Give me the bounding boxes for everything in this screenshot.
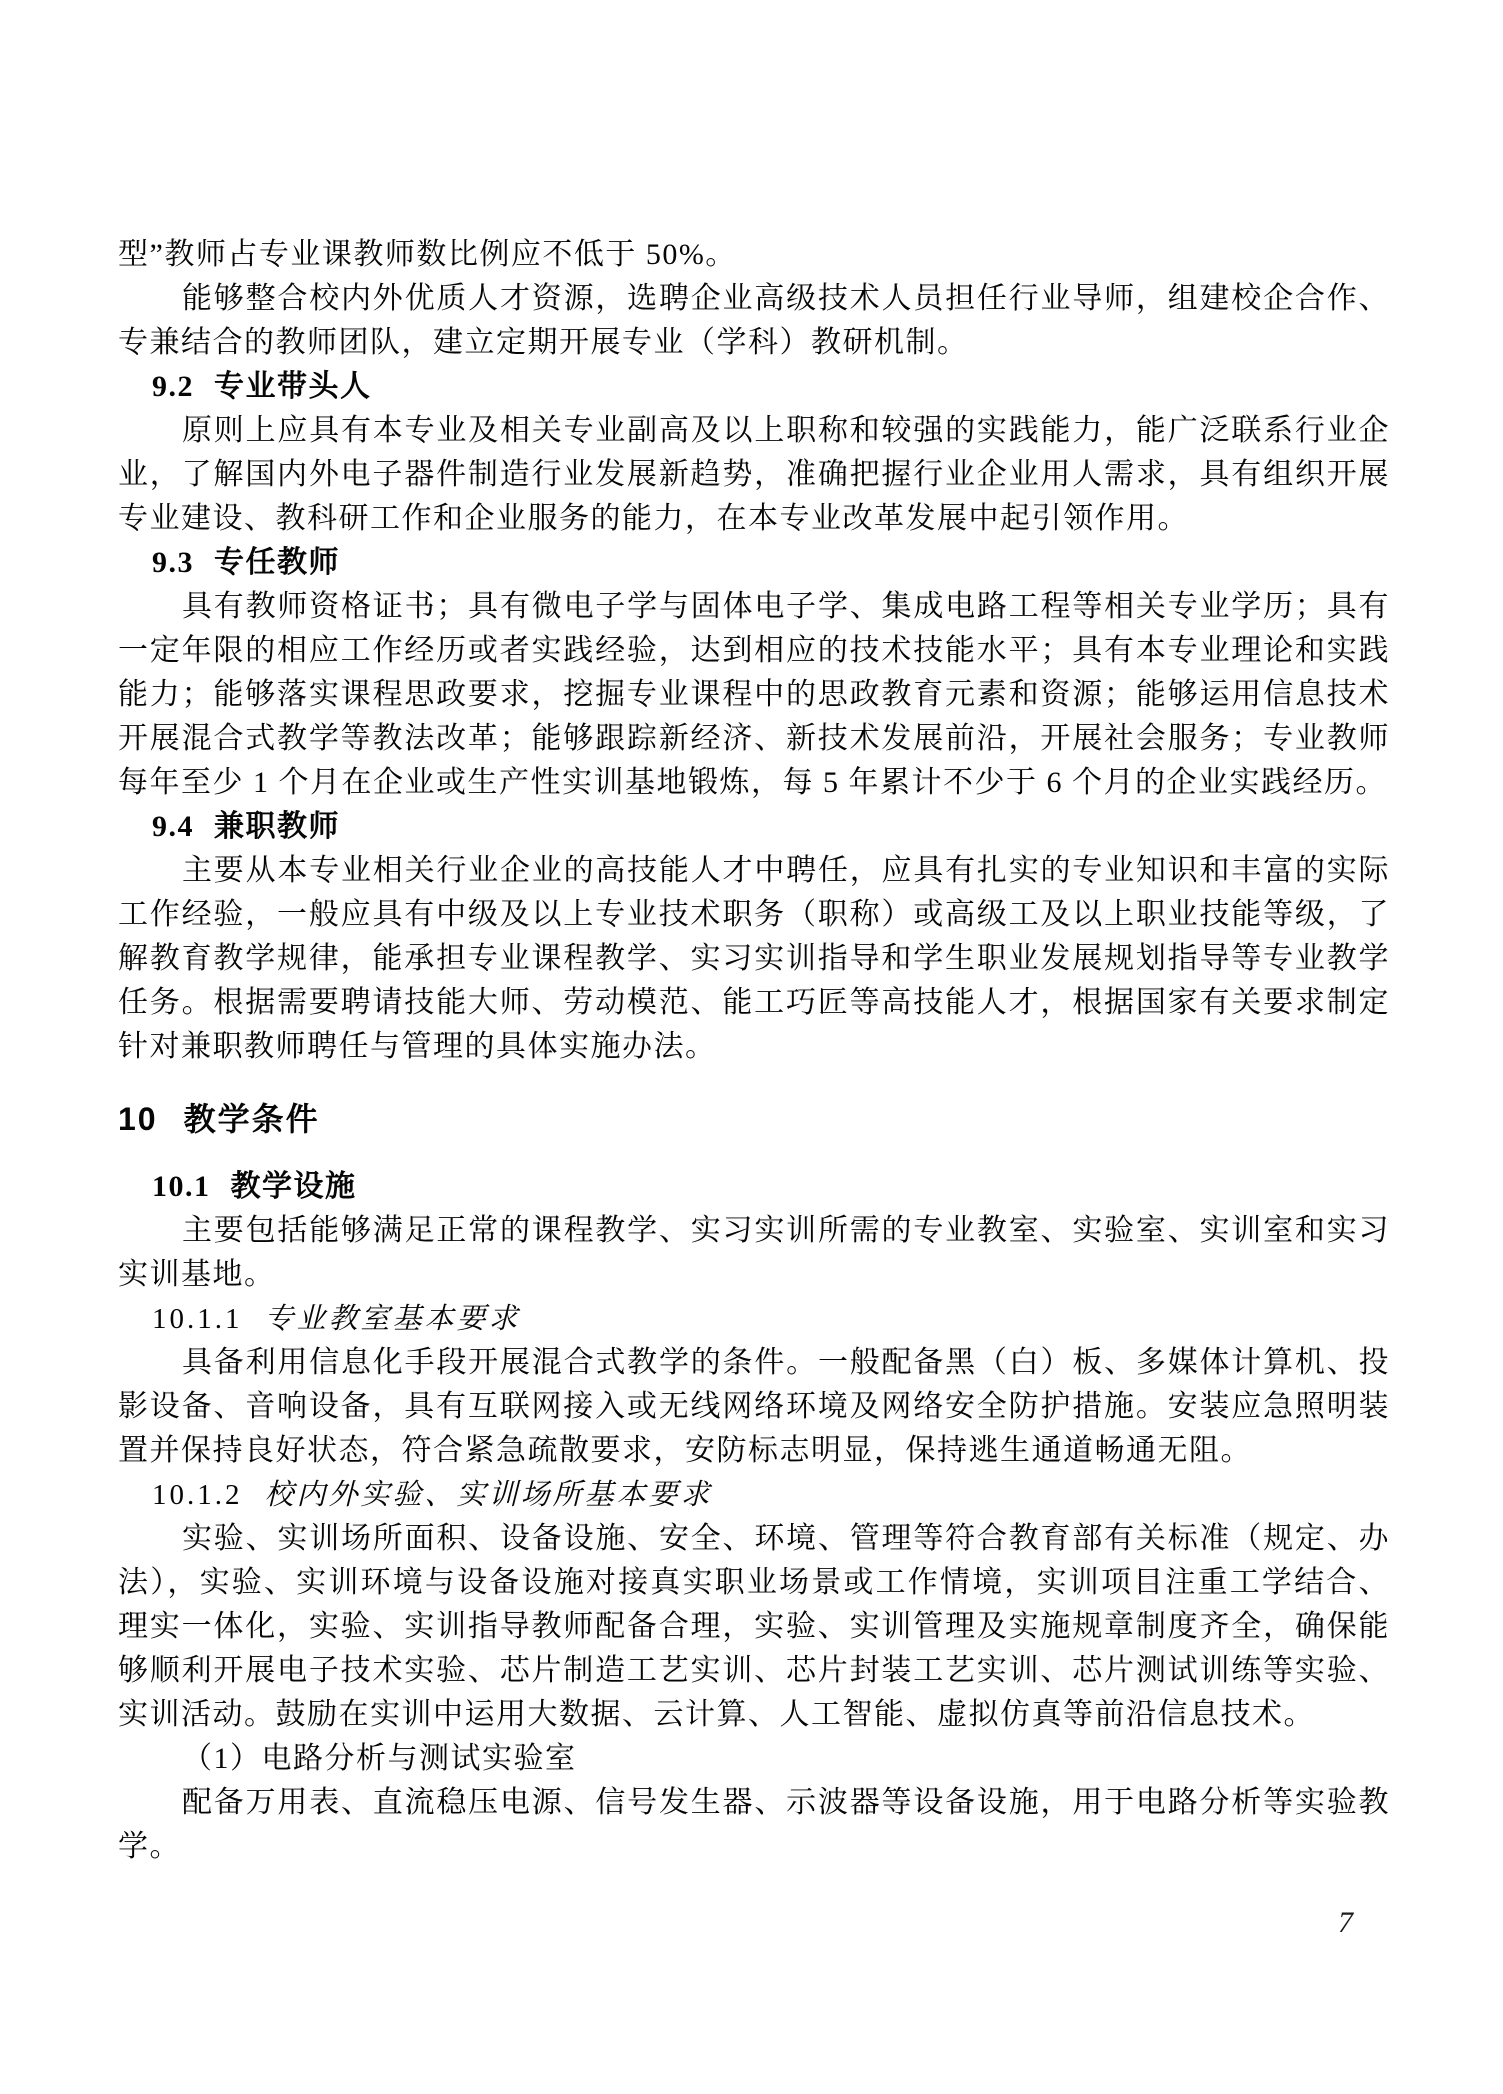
paragraph-talent-integration: 能够整合校内外优质人才资源，选聘企业高级技术人员担任行业导师，组建校企合作、专兼结合的教师团队，建立定期开展专业（学科）教研机制。 (118, 282, 1390, 359)
section-number: 9.3 (152, 546, 194, 579)
section-heading-10-1 (118, 1165, 1390, 1209)
paragraph-circuit-lab-equipment: 配备万用表、直流稳压电源、信号发生器、示波器等设备设施，用于电路分析等实验教学。 (118, 1786, 1390, 1863)
section-number: 9.4 (152, 810, 194, 843)
section-heading-9-2 (118, 365, 1390, 409)
paragraph-teaching-facilities: 主要包括能够满足正常的课程教学、实习实训所需的专业教室、实验室、实训室和实习实训基地。 (118, 1214, 1390, 1291)
section-heading-9-3 (118, 541, 1390, 585)
subsection-number: 10.1.2 (152, 1479, 243, 1511)
paragraph-training-site-requirements: 实验、实训场所面积、设备设施、安全、环境、管理等符合教育部有关标准（规定、办法），实验、实训环境与设备设施对接真实职业场景或工作情境，实训项目注重工学结合、理实一体化，实验、实训指导教师配备合理，实验、实训管理及实施规章制度齐全，确保能够顺利开展电子技术实验、芯片制造工艺实训、芯片封装工艺实训、芯片测试训练等实验、实训活动。鼓励在实训中运用大数据、云计算、人工智能、虚拟仿真等前沿信息技术。 (118, 1522, 1390, 1731)
section-number: 10.1 (152, 1170, 211, 1203)
section-heading-9-4 (118, 805, 1390, 849)
subsection-title: 校内外实验、实训场所基本要求 (264, 1479, 713, 1511)
subsection-heading-10-1-2 (118, 1473, 1390, 1517)
subsection-number: 10.1.1 (152, 1303, 243, 1335)
chapter-number: 10 (118, 1101, 158, 1137)
chapter-heading-10 (118, 1095, 1390, 1143)
paragraph-teacher-ratio: 型”教师占专业课教师数比例应不低于 50%。 (118, 238, 737, 271)
subsection-heading-10-1-1 (118, 1297, 1390, 1341)
section-title: 专任教师 (214, 546, 340, 579)
section-title: 教学设施 (230, 1170, 357, 1203)
paragraph-classroom-requirements: 具备利用信息化手段开展混合式教学的条件。一般配备黑（白）板、多媒体计算机、投影设备、音响设备，具有互联网接入或无线网络环境及网络安全防护措施。安装应急照明装置并保持良好状态，符合紧急疏散要求，安防标志明显，保持逃生通道畅通无阻。 (118, 1346, 1390, 1467)
subsection-title: 专业教室基本要求 (264, 1303, 521, 1335)
paragraph-parttime-teachers: 主要从本专业相关行业企业的高技能人才中聘任，应具有扎实的专业知识和丰富的实际工作经验，一般应具有中级及以上专业技术职务（职称）或高级工及以上职业技能等级，了解教育教学规律，能承担专业课程教学、实习实训指导和学生职业发展规划指导等专业教学任务。根据需要聘请技能大师、劳动模范、能工巧匠等高技能人才，根据国家有关要求制定针对兼职教师聘任与管理的具体实施办法。 (118, 854, 1390, 1063)
section-number: 9.2 (152, 370, 194, 403)
list-item-circuit-lab: （1）电路分析与测试实验室 (182, 1742, 577, 1775)
paragraph-fulltime-teachers: 具有教师资格证书；具有微电子学与固体电子学、集成电路工程等相关专业学历；具有一定年限的相应工作经历或者实践经验，达到相应的技术技能水平；具有本专业理论和实践能力；能够落实课程思政要求，挖掘专业课程中的思政教育元素和资源；能够运用信息技术开展混合式教学等教法改革；能够跟踪新经济、新技术发展前沿，开展社会服务；专业教师每年至少 1 个月在企业或生产性实训基地锻炼，每 5 年累计不少于 6 个月的企业实践经历。 (118, 590, 1390, 799)
chapter-title: 教学条件 (183, 1101, 320, 1137)
section-title: 兼职教师 (214, 810, 340, 843)
page-number: 7 (1338, 1906, 1353, 1939)
document-content (118, 233, 1390, 1869)
paragraph-program-leader: 原则上应具有本专业及相关专业副高及以上职称和较强的实践能力，能广泛联系行业企业，了解国内外电子器件制造行业发展新趋势，准确把握行业企业用人需求，具有组织开展专业建设、教科研工作和企业服务的能力，在本专业改革发展中起引领作用。 (118, 414, 1390, 535)
section-title: 专业带头人 (214, 370, 372, 403)
